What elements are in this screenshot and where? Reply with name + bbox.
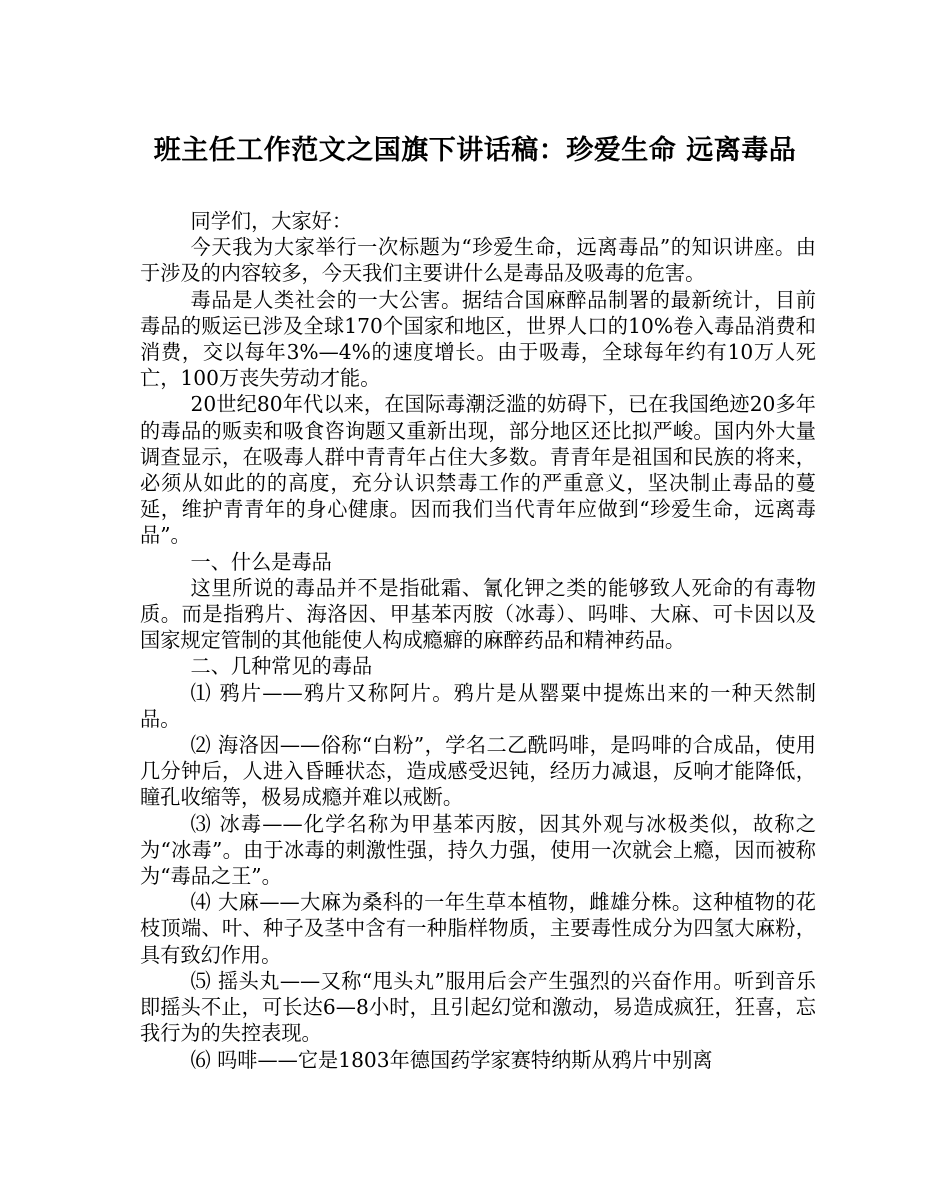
paragraph-intro: 今天我为大家举行一次标题为“珍爱生命，远离毒品”的知识讲座。由于涉及的内容较多，今天我们主要讲什么是毒品及吸毒的危害。 [140,235,816,286]
paragraph-domestic: 20世纪80年代以来，在国际毒潮泛滥的妨碍下，已在我国绝迹20多年的毒品的贩卖和吸食咨询题又重新出现，部分地区还比拟严峻。国内外大量调查显示，在吸毒人群中青青年占住大多数。青青年是祖国和民族的将来，必须从如此的的高度，充分认识禁毒工作的严重意义，坚决制止毒品的蔓延，维护青青年的身心健康。因而我们当代青年应做到“珍爱生命，远离毒品”。 [140,392,816,548]
list-item-cannabis: ⑷ 大麻——大麻为桑科的一年生草本植物，雌雄分株。这种植物的花枝顶端、叶、种子及茎中含有一种脂样物质，主要毒性成分为四氢大麻粉，具有致幻作用。 [140,890,816,967]
section-heading-common-drugs: 二、几种常见的毒品 [190,654,373,679]
document-title: 班主任工作范文之国旗下讲话稿：珍爱生命 远离毒品 [153,135,797,166]
document-body [140,208,816,1073]
list-item-meth: ⑶ 冰毒——化学名称为甲基苯丙胺，因其外观与冰极类似，故称之为“冰毒”。由于冰毒的刺激性强，持久力强，使用一次就会上瘾，因而被称为“毒品之王”。 [140,811,816,889]
paragraph-definition: 这里所说的毒品并不是指砒霜、氰化钾之类的能够致人死命的有毒物质。而是指鸦片、海洛因、甲基苯丙胺（冰毒）、吗啡、大麻、可卡因以及国家规定管制的其他能使人构成瘾癖的麻醉药品和精神药品。 [140,575,816,653]
list-item-opium: ⑴ 鸦片——鸦片又称阿片。鸦片是从罂粟中提炼出来的一种天然制品。 [140,680,816,731]
section-heading-what-is-drug: 一、什么是毒品 [190,549,332,574]
list-item-heroin: ⑵ 海洛因——俗称“白粉”，学名二乙酰吗啡，是吗啡的合成品，使用几分钟后，人进入昏睡状态，造成感受迟钝，经历力减退，反响才能降低，瞳孔收缩等，极易成瘾并难以戒断。 [140,733,816,810]
paragraph-greeting: 同学们，大家好： [190,209,353,233]
list-item-morphine: ⑹ 吗啡——它是1803年德国药学家赛特纳斯从鸦片中别离 [190,1047,713,1072]
list-item-ecstasy: ⑸ 摇头丸——又称“甩头丸”服用后会产生强烈的兴奋作用。听到音乐即摇头不止，可长达6—8小时，且引起幻觉和激动，易造成疯狂，狂喜，忘我行为的失控表现。 [140,968,816,1046]
paragraph-statistics: 毒品是人类社会的一大公害。据结合国麻醉品制署的最新统计，目前毒品的贩运已涉及全球170个国家和地区，世界人口的10%卷入毒品消费和消费，交以每年3%—4%的速度增长。由于吸毒，全球每年约有10万人死亡，100万丧失劳动才能。 [140,287,816,391]
